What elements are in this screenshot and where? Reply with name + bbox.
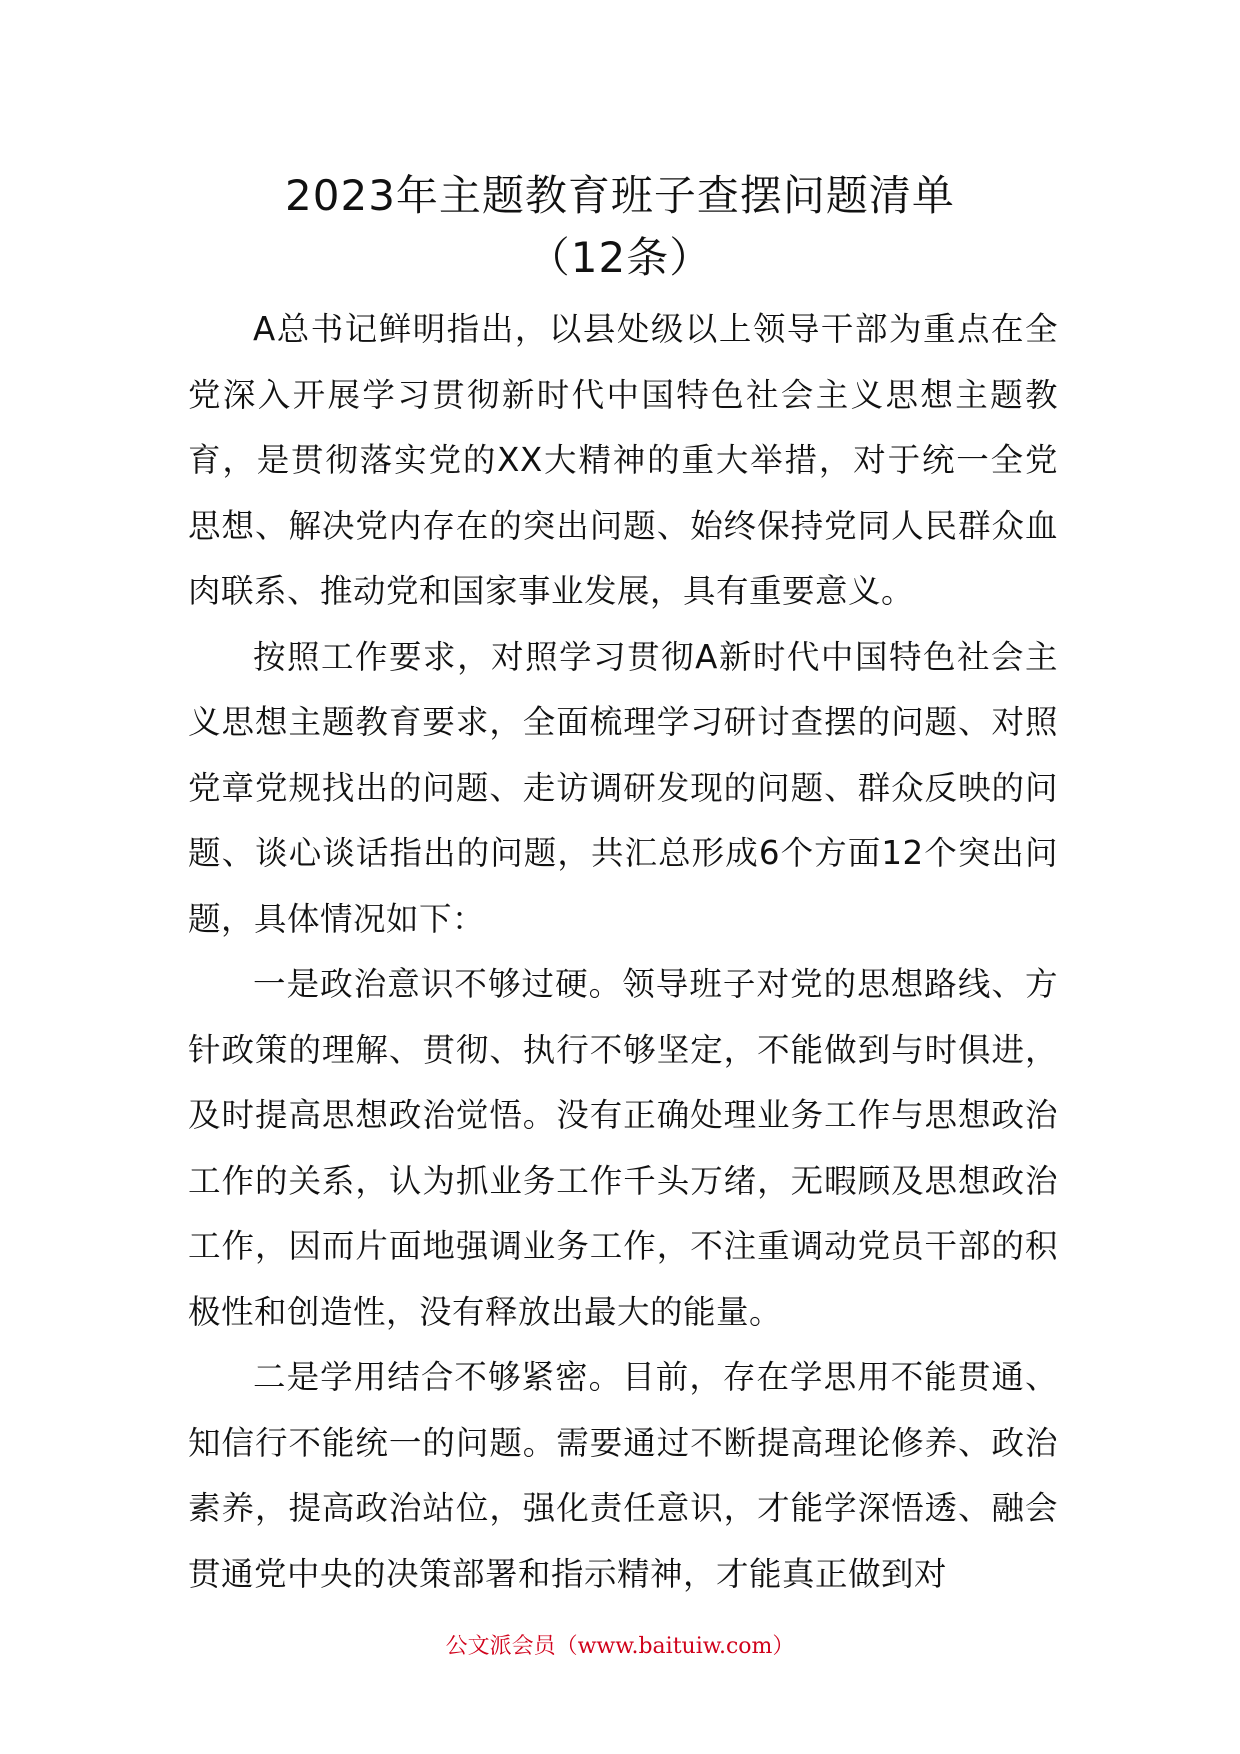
- paragraph-issue-2: 二是学用结合不够紧密。目前，存在学思用不能贯通、知信行不能统一的问题。需要通过不断提高理论修养、政治素养，提高政治站位，强化责任意识，才能学深悟透、融会贯通党中央的决策部署和指示精神，才能真正做到对: [188, 1358, 1058, 1593]
- paragraph-requirements: 按照工作要求，对照学习贯彻A新时代中国特色社会主义思想主题教育要求，全面梳理学习研讨查摆的问题、对照党章党规找出的问题、走访调研发现的问题、群众反映的问题、谈心谈话指出的问题，共汇总形成6个方面12个突出问题，具体情况如下：: [188, 637, 1058, 938]
- document-title: 2023年主题教育班子查摆问题清单: [285, 171, 955, 220]
- document-subtitle: （12条）: [527, 233, 713, 282]
- document-body: [188, 297, 1058, 1607]
- paragraph-issue-1: 一是政治意识不够过硬。领导班子对党的思想路线、方针政策的理解、贯彻、执行不够坚定，不能做到与时俱进，及时提高思想政治觉悟。没有正确处理业务工作与思想政治工作的关系，认为抓业务工作千头万绪，无暇顾及思想政治工作，因而片面地强调业务工作，不注重调动党员干部的积极性和创造性，没有释放出最大的能量。: [188, 965, 1058, 1331]
- paragraph-intro: A总书记鲜明指出，以县处级以上领导干部为重点在全党深入开展学习贯彻新时代中国特色社会主义思想主题教育，是贯彻落实党的XX大精神的重大举措，对于统一全党思想、解决党内存在的突出问题、始终保持党同人民群众血肉联系、推动党和国家事业发展，具有重要意义。: [188, 310, 1058, 610]
- watermark-footer: 公文派会员（www.baituiw.com）: [445, 1634, 795, 1659]
